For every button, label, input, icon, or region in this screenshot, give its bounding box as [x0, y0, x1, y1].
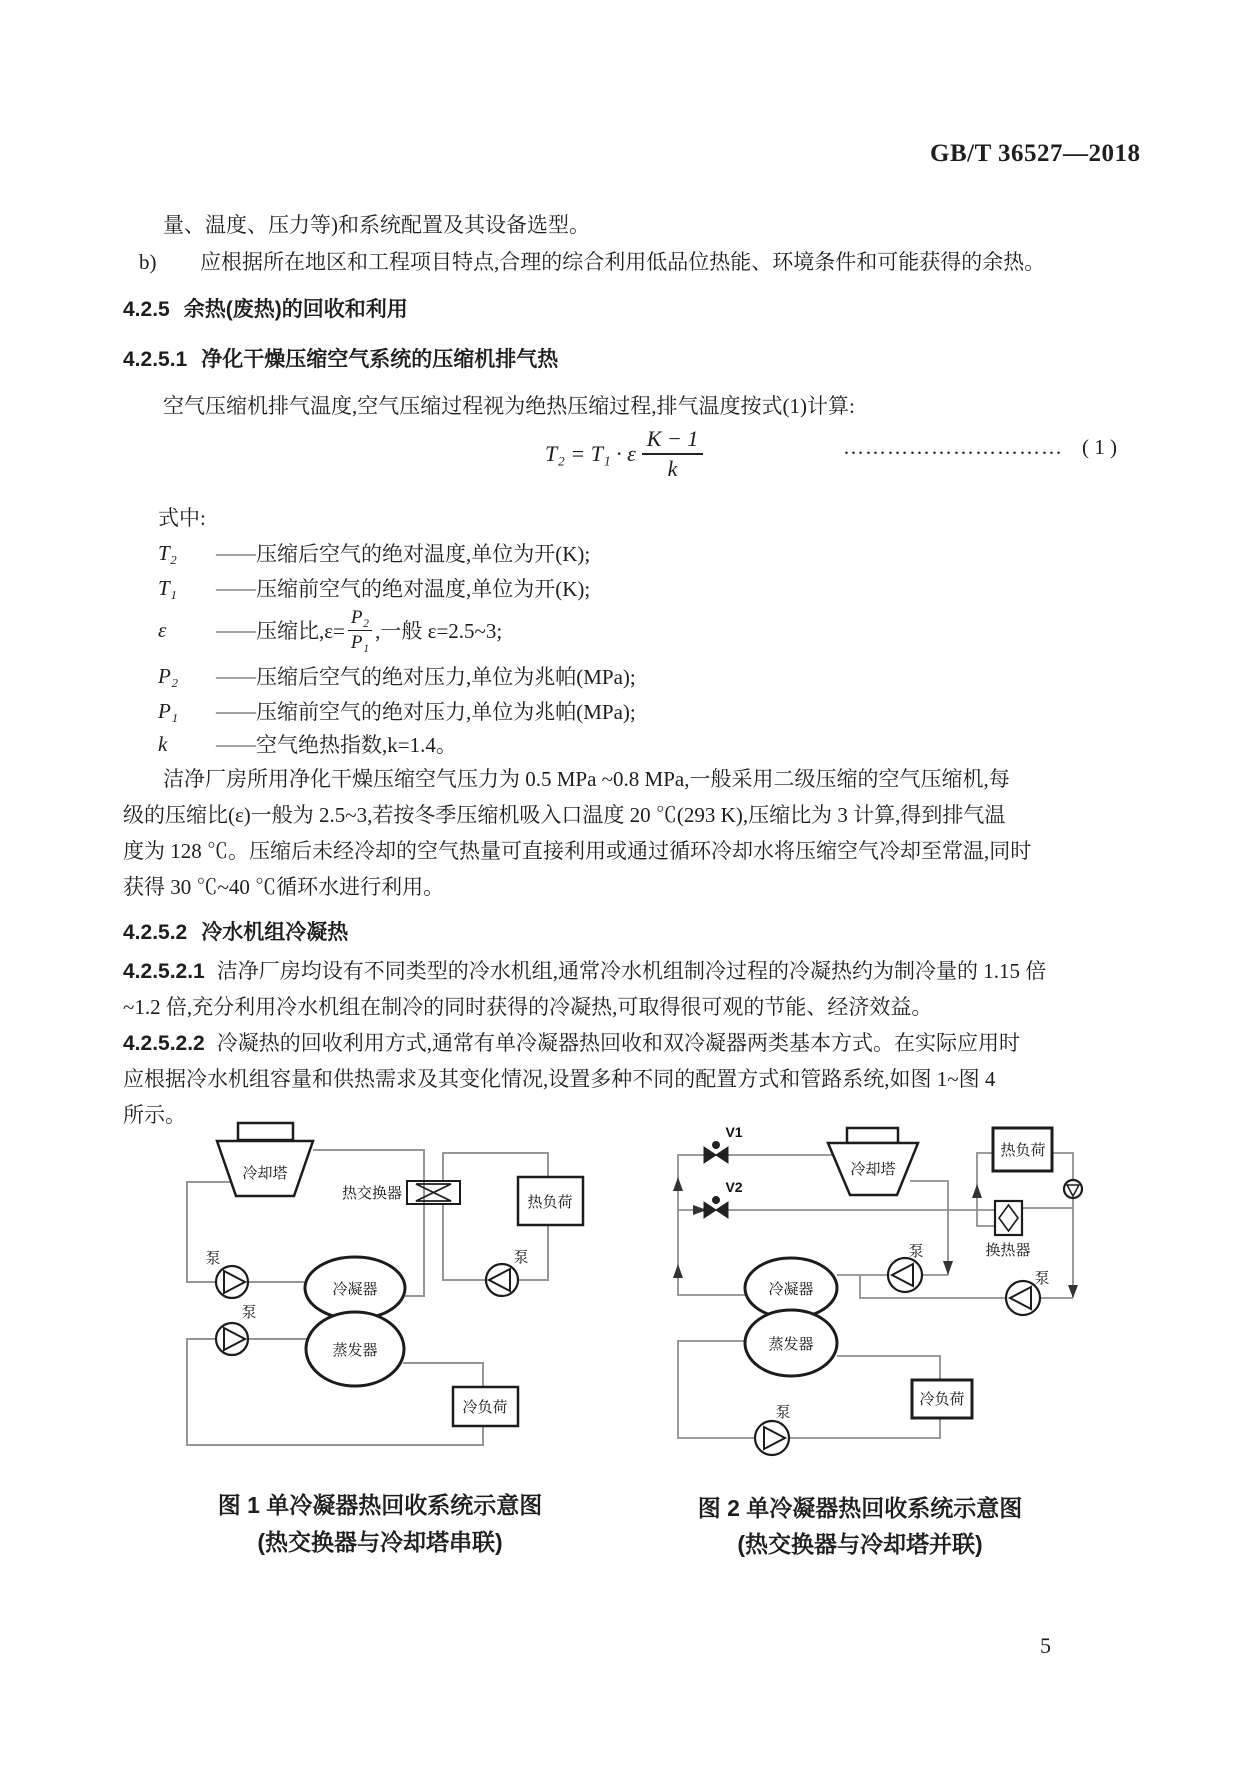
condenser-label: 冷凝器: [768, 1281, 814, 1298]
definition-row-k: k —— 空气绝热指数,k=1.4。: [158, 731, 457, 757]
paragraph-line: 洁净厂房所用净化干燥压缩空气压力为 0.5 MPa ~0.8 MPa,一般采用二级压缩的空气压缩机,每: [163, 767, 1010, 791]
condenser-label: 冷凝器: [332, 1281, 378, 1298]
paragraph-42522-line3: 所示。: [123, 1103, 186, 1127]
pump-label: 泵: [241, 1304, 257, 1321]
valve-v2-icon: [704, 1197, 728, 1219]
pump-label: 泵: [1034, 1270, 1050, 1287]
figure1-caption-title: 图 1 单冷凝器热回收系统示意图: [217, 1492, 543, 1518]
section-heading-425: [123, 293, 408, 323]
section-title: 余热(废热)的回收和利用: [183, 298, 408, 321]
where-label: 式中:: [158, 506, 206, 530]
cooling-load-label: 冷负荷: [919, 1391, 965, 1408]
paragraph-line: 获得 30 ℃~40 ℃循环水进行利用。: [123, 875, 445, 899]
figure2-caption-subtitle: (热交换器与冷却塔并联): [737, 1531, 983, 1557]
clause-number: 4.2.5.2.1: [123, 960, 205, 983]
heat-exchanger-icon: [416, 1184, 451, 1201]
cooling-tower-label: 冷却塔: [850, 1161, 896, 1178]
paragraph-formula-intro: 空气压缩机排气温度,空气压缩过程视为绝热压缩过程,排气温度按式(1)计算:: [163, 394, 855, 418]
equation-1: [545, 426, 703, 482]
pump-label: 泵: [513, 1249, 529, 1266]
valve-v1-icon: [704, 1142, 728, 1164]
arrow-up-icon: [673, 1264, 683, 1278]
figure1-diagram: [150, 1095, 610, 1465]
list-item-b-marker: b): [139, 250, 157, 274]
figure2-caption-title: 图 2 单冷凝器热回收系统示意图: [697, 1495, 1023, 1521]
figure1-caption-subtitle: (热交换器与冷却塔串联): [257, 1529, 503, 1555]
page-number: 5: [1040, 1633, 1051, 1658]
definition-row-p2: P₂ —— 压缩后空气的绝对压力,单位为兆帕(MPa);: [158, 663, 636, 689]
paragraph-42522-line1: 4.2.5.2.2 冷凝热的回收利用方式,通常有单冷凝器热回收和双冷凝器两类基本方式。在实际应用时: [123, 1031, 1020, 1055]
clause-number: 4.2.5.2.2: [123, 1032, 205, 1055]
eps-fraction: $\frac{\text{P₂}}{\text{P₁}}$: [348, 607, 372, 654]
section-number: 4.2.5.2: [123, 921, 188, 944]
section-heading-4252: [123, 916, 348, 946]
paragraph-42522-line2: 应根据冷水机组容量和供热需求及其变化情况,设置多种不同的配置方式和管路系统,如图 1~图 4: [123, 1067, 996, 1091]
section-title: 冷水机组冷凝热: [201, 921, 349, 944]
pipe-heatload-right: [1052, 1153, 1073, 1298]
intro-line: 量、温度、压力等)和系统配置及其设备选型。: [163, 213, 590, 237]
paragraph-42521-line1: 4.2.5.2.1 洁净厂房均设有不同类型的冷水机组,通常冷水机组制冷过程的冷凝热约为制冷量的 1.15 倍: [123, 959, 1047, 983]
pipe-evaporator-coolingload: [837, 1356, 940, 1380]
heat-exchanger-label: 换热器: [985, 1242, 1031, 1259]
equation-dots: …………………………: [843, 435, 1063, 459]
arrow-down-icon: [943, 1261, 953, 1275]
doc-code: GB/T 36527—2018: [930, 140, 1141, 167]
heat-load-label: 热负荷: [527, 1194, 573, 1211]
definition-row-p1: P₁ —— 压缩前空气的绝对压力,单位为兆帕(MPa);: [158, 698, 636, 724]
equation-lhs: T₂ = T₁ · ε: [545, 441, 636, 466]
definition-row-t2: T₂ —— 压缩后空气的绝对温度,单位为开(K);: [158, 540, 591, 566]
heat-load-label: 热负荷: [1000, 1142, 1046, 1159]
equation-fraction: $\frac{K - 1}{k}$: [642, 426, 704, 482]
arrow-up-icon: [673, 1177, 683, 1191]
pump-label: 泵: [205, 1250, 221, 1267]
heat-exchanger-label: 热交换器: [341, 1185, 402, 1202]
valve-v1-label: V1: [725, 1124, 743, 1140]
definition-row-eps: ε —— 压缩比,ε= $\frac{\text{P₂}}{\text{P₁}}$ ,一般 ε=2.5~3;: [158, 606, 503, 653]
definition-row-t1: T₁ —— 压缩前空气的绝对温度,单位为开(K);: [158, 575, 591, 601]
pipe-evaporator-coolingload-top: [403, 1363, 483, 1387]
paragraph-line: 级的压缩比(ε)一般为 2.5~3,若按冬季压缩机吸入口温度 20 ℃(293 K),压缩比为 3 计算,得到排气温: [123, 803, 1006, 827]
list-item-b-text: 应根据所在地区和工程项目特点,合理的综合利用低品位热能、环境条件和可能获得的余热。: [200, 250, 1046, 274]
cooling-tower-shape: [217, 1123, 313, 1196]
pump-label: 泵: [775, 1404, 791, 1421]
pump-label: 泵: [908, 1243, 924, 1260]
arrow-up-icon: [972, 1184, 982, 1198]
paragraph-42521-line2: ~1.2 倍,充分利用冷水机组在制冷的同时获得的冷凝热,可取得很可观的节能、经济效益。: [123, 995, 933, 1019]
evaporator-label: 蒸发器: [332, 1342, 378, 1359]
cooling-load-label: 冷负荷: [462, 1399, 508, 1416]
section-title: 净化干燥压缩空气系统的压缩机排气热: [201, 348, 559, 371]
valve-v2-label: V2: [725, 1179, 743, 1195]
figure2-diagram: [615, 1095, 1160, 1475]
arrow-down-icon: [1068, 1285, 1078, 1298]
equation-number: ( 1 ): [1082, 435, 1117, 459]
section-heading-4251: [123, 343, 558, 373]
section-number: 4.2.5.1: [123, 348, 188, 371]
evaporator-label: 蒸发器: [768, 1336, 814, 1353]
cooling-tower-label: 冷却塔: [242, 1165, 288, 1182]
section-number: 4.2.5: [123, 298, 170, 321]
paragraph-line: 度为 128 ℃。压缩后未经冷却的空气热量可直接利用或通过循环冷却水将压缩空气冷却至常温,同时: [123, 839, 1032, 863]
